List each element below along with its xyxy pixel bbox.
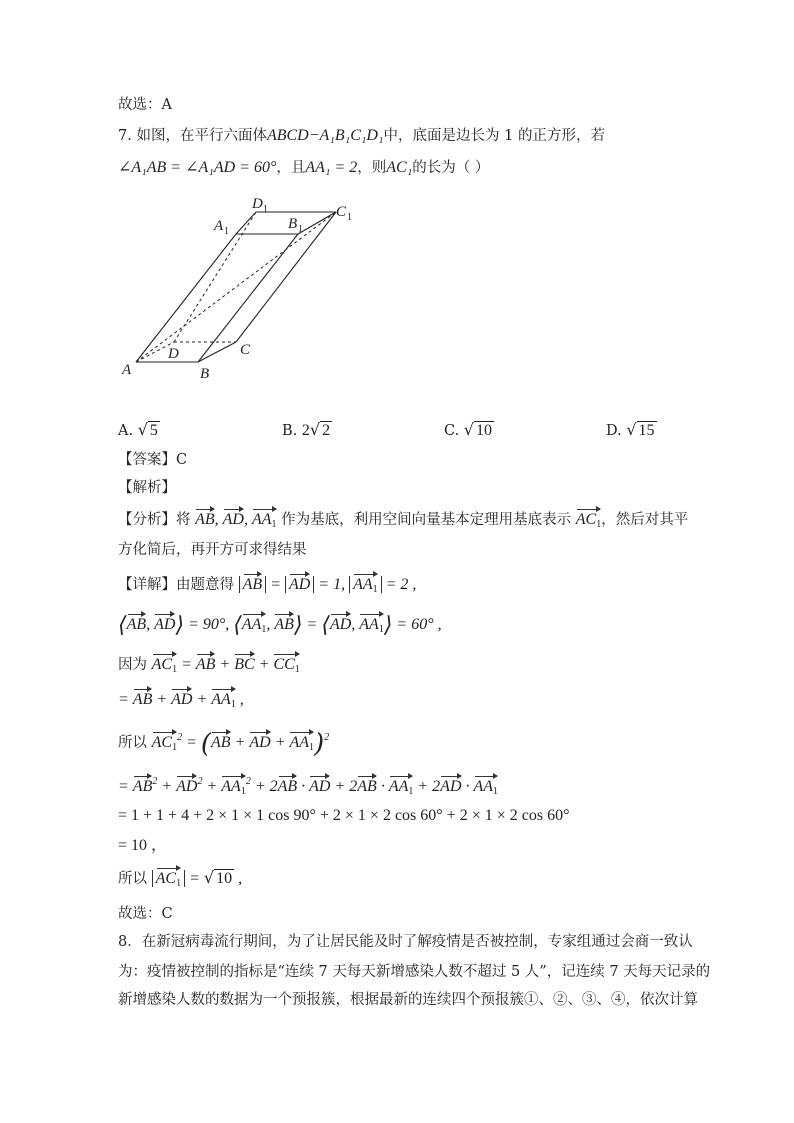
target-segment: AC₁ [386, 159, 413, 176]
label-B1: B [288, 216, 298, 232]
answer-value: C [176, 452, 188, 468]
xiangjie-line1: 【详解】由题意得 AB = AD = 1, $AA_1 = 2$ , [118, 575, 416, 600]
label-D1: D [252, 196, 263, 212]
expand-line: = $AB^2 + AD^2 + AA_1^2 + 2AB$ · AD + $2AB \cdot AA_1 + 2AD \cdot AA_1$ [118, 772, 498, 802]
label-C: C [240, 342, 251, 358]
answer-line [118, 450, 187, 470]
angle-line: ⟨AB, AD⟩ = 90°, $⟨AA_1$, AB⟩ = ⟨AD, $AA_1⟩ = 60^\circ$ , [118, 613, 442, 638]
edge-A1D1 [236, 212, 256, 234]
edge-AA1 [136, 234, 236, 362]
sum-line: = AB + AD + $AA_1$ , [118, 690, 244, 715]
fenxi-line1: 【分析】将 AB, AD, $AA_1$ 作为基底，利用空间向量基本定理用基底表示 $AC_1$，然后对其平 [118, 510, 688, 535]
fenxi-line2: 方化简后，再开方可求得结果 [118, 542, 307, 558]
label-D: D [168, 346, 179, 362]
svg-text:1: 1 [224, 226, 229, 237]
result-line: = 10 ， [118, 837, 168, 854]
final-line: 所以 $AC_1$ = √ 10 , [118, 868, 242, 894]
square-line: 所以 $AC_1^2 = (AB$ + AD + $AA_1)^2$ [118, 729, 330, 759]
q8-line1: 8．在新冠病毒流行期间，为了让居民能及时了解疫情是否被控制，专家组通过会商一致认 [118, 934, 693, 950]
svg-text:1: 1 [263, 204, 268, 215]
parallelepiped-figure [118, 192, 368, 382]
analysis-tag: 【解析】 [118, 480, 176, 496]
because-line: 因为 $AC_1$ = AB + BC + $CC_1$ [118, 655, 300, 680]
edge-CC1 [236, 212, 336, 342]
question-number: 7. [118, 128, 132, 144]
q8-line2: 为：疫情被控制的指标是“连续 7 天每天新增感染人数不超过 5 人”，记连续 7 天每天记录的 [118, 964, 711, 980]
option-c: C. √ 10 [444, 420, 492, 439]
answer-tag: 【答案】 [118, 452, 176, 468]
label-B: B [200, 366, 210, 382]
solid-name: ABCD−A₁B₁C₁D₁ [266, 127, 384, 144]
label-A: A [122, 362, 132, 378]
question-stem-line1: 7. 如图，在平行六面体ABCD−A₁B₁C₁D₁中，底面是边长为 1 的正方形，若 [118, 127, 605, 144]
label-C1: C [336, 204, 347, 220]
q8-line3: 新增感染人数的数据为一个预报簇，根据最新的连续四个预报簇①、②、③、④，依次计算 [118, 992, 698, 1008]
prev-answer: 故选：A [118, 97, 172, 113]
svg-text:1: 1 [298, 224, 303, 235]
numeric-line: = 1 + 1 + 4 + 2 × 1 × 1 cos 90° + 2 × 1 × 2 cos 60° + 2 × 1 × 2 cos 60° [118, 807, 570, 824]
option-d: D. √ 15 [606, 420, 655, 439]
final-answer: 故选：C [118, 906, 173, 922]
option-a: A. √ 5 [118, 420, 158, 439]
svg-text:1: 1 [347, 212, 352, 223]
option-b: B. 2√ 2 [282, 420, 331, 439]
length-condition: AA₁ = 2 [305, 159, 358, 176]
angle-condition: ∠A₁AB = ∠A₁AD = 60° [118, 159, 277, 176]
edge-B1C1 [298, 212, 336, 234]
question-stem-line2: ∠A₁AB = ∠A₁AD = 60°，且AA₁ = 2，则AC₁的长为（ ） [118, 159, 490, 176]
edge-BC [198, 342, 236, 362]
label-A1: A [214, 218, 224, 234]
